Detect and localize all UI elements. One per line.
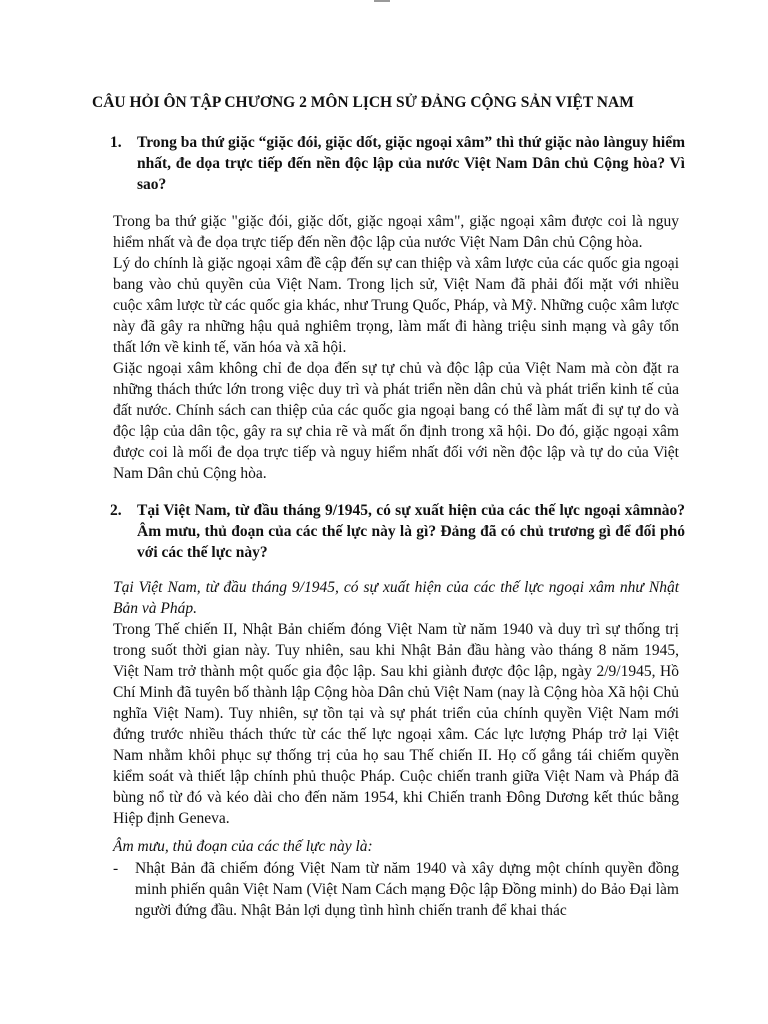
page-top-divider: [374, 0, 390, 2]
answer-paragraph: Trong ba thứ giặc "giặc đói, giặc dốt, giặc ngoại xâm", giặc ngoại xâm được coi là nguy hiểm nhất và đe dọa trực tiếp đến nền độc lập của nước Việt Nam Dân chủ Cộng hòa.: [113, 213, 679, 251]
answer-1: [113, 211, 679, 484]
list-item: [113, 858, 679, 921]
question-text: Trong ba thứ giặc “giặc đói, giặc dốt, giặc ngoại xâm” thì thứ giặc nào lànguy hiểm nhất, đe dọa trực tiếp đến nền độc lập của nước Việt Nam Dân chủ Cộng hòa? Vì sao?: [137, 134, 685, 193]
answer-paragraph: Trong Thế chiến II, Nhật Bản chiếm đóng Việt Nam từ năm 1940 và duy trì sự thống trị trong suốt thời gian này. Tuy nhiên, sau khi Nhật Bản đầu hàng vào tháng 8 năm 1945, Việt Nam trở thành một quốc gia độc lập. Sau khi giành được độc lập, ngày 2/9/1945, Hồ Chí Minh đã tuyên bố thành lập Cộng hòa Dân chủ Việt Nam (nay là Cộng hòa Xã hội Chủ nghĩa Việt Nam). Tuy nhiên, sự tồn tại và sự phát triển của chính quyền Việt Nam mới đứng trước nhiều thách thức từ các thế lực ngoại xâm. Các lực lượng Pháp trở lại Việt Nam nhằm khôi phục sự thống trị của họ sau Thế chiến II. Họ cố gắng tái chiếm quyền kiểm soát và thiết lập chính phủ thuộc Pháp. Cuộc chiến tranh giữa Việt Nam và Pháp đã bùng nổ từ đó và kéo dài cho đến năm 1954, khi Chiến tranh Đông Dương kết thúc bằng Hiệp định Geneva.: [113, 621, 679, 827]
answer-2: [113, 577, 679, 829]
question-text: Tại Việt Nam, từ đầu tháng 9/1945, có sự xuất hiện của các thế lực ngoại xâmnào? Âm mưu, thủ đoạn của các thế lực này là gì? Đảng đã có chủ trương gì để đối phó với các thế lực này?: [137, 502, 685, 561]
question-1: [110, 132, 685, 195]
document-title: CÂU HỎI ÔN TẬP CHƯƠNG 2 MÔN LỊCH SỬ ĐẢNG CỘNG SẢN VIỆT NAM: [92, 94, 634, 111]
question-number: 1.: [110, 134, 122, 151]
tactics-list: [113, 858, 679, 921]
question-2: [110, 500, 685, 563]
answer-paragraph: Giặc ngoại xâm không chỉ đe dọa đến sự tự chủ và độc lập của Việt Nam mà còn đặt ra những thách thức lớn trong việc duy trì và phát triển nền dân chủ và phát triển kinh tế của đất nước. Chính sách can thiệp của các quốc gia ngoại bang có thể làm mất đi sự tự do và độc lập của dân tộc, gây ra sự chia rẽ và mất ổn định trong xã hội. Do đó, giặc ngoại xâm được coi là mối đe dọa trực tiếp và nguy hiểm nhất đối với nền độc lập và tự do của Việt Nam Dân chủ Cộng hòa.: [113, 360, 679, 482]
answer-paragraph: Lý do chính là giặc ngoại xâm đề cập đến sự can thiệp và xâm lược của các quốc gia ngoại bang vào chủ quyền của Việt Nam. Trong lịch sử, Việt Nam đã phải đối mặt với nhiều cuộc xâm lược từ các quốc gia khác, như Trung Quốc, Pháp, và Mỹ. Những cuộc xâm lược này đã gây ra những hậu quả nghiêm trọng, làm mất đi hàng triệu sinh mạng và gây tổn thất lớn về kinh tế, văn hóa và xã hội.: [113, 255, 679, 356]
list-item-text: Nhật Bản đã chiếm đóng Việt Nam từ năm 1940 và xây dựng một chính quyền đồng minh phiến quân Việt Nam (Việt Nam Cách mạng Độc lập Đồng minh) do Bảo Đại làm người đứng đầu. Nhật Bản lợi dụng tình hình chiến tranh để khai thác: [135, 860, 679, 919]
tactics-heading: Âm mưu, thủ đoạn của các thế lực này là:: [113, 838, 373, 855]
bullet-marker: -: [113, 860, 119, 877]
question-number: 2.: [110, 502, 122, 519]
answer-intro: Tại Việt Nam, từ đầu tháng 9/1945, có sự xuất hiện của các thế lực ngoại xâm như Nhật Bản và Pháp.: [113, 579, 679, 617]
